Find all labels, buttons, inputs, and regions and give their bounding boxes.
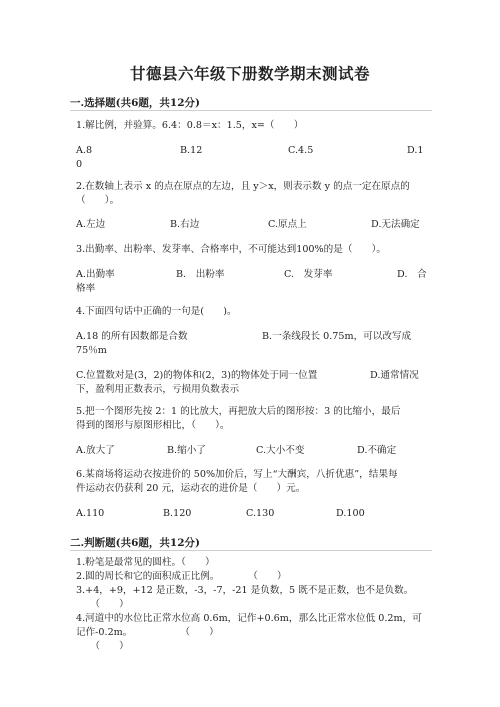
- q5-option-d: D.不确定: [357, 445, 397, 456]
- question-3: 3.出勤率、出粉率、发芽率、合格率中，不可能达到100%的是（ ）。: [76, 244, 386, 255]
- q5-option-b: B.缩小了: [167, 445, 206, 456]
- tf-item-3-line2: （ ）: [76, 599, 129, 610]
- question-6-line2: 件运动衣仍获利 20 元，运动衣的进价是（ ）元。: [76, 483, 306, 494]
- tf-item-4-line1: 4.河道中的水位比正常水位高 0.6m，记作+0.6m，那么比正常水位低 0.2m，可: [76, 613, 422, 624]
- q1-option-d-wrap: 0: [76, 159, 83, 170]
- tf-item-3-line1: 3.+4，+9，+12 是正数，-3，-7，-21 是负数，5 既不是正数，也不是负数。: [76, 585, 414, 596]
- tf-item-5-partial: （ ）: [76, 641, 129, 652]
- q2-option-b: B.右边: [170, 219, 200, 230]
- q4-option-d-wrap: 下，盈利用正数表示，亏损用负数表示: [76, 384, 240, 395]
- q4-option-b: B.一条线段长 0.75m，可以改写成: [262, 331, 412, 342]
- q4-option-c: C.位置数对是(3，2)的物体和(2，3)的物体处于同一位置: [76, 370, 318, 381]
- q3-option-a: A.出勤率: [76, 269, 115, 280]
- q5-option-a: A.放大了: [76, 445, 115, 456]
- q3-option-b: B. 出粉率: [176, 269, 225, 280]
- section-divider: [70, 110, 432, 111]
- question-2-line1: 2.在数轴上表示 x 的点在原点的左边，且 y＞x，则表示数 y 的点一定在原点的: [76, 181, 410, 192]
- q4-option-d: D.通常情况: [370, 370, 419, 381]
- q1-option-a: A.8: [76, 145, 93, 156]
- question-4: 4.下面四句话中正确的一句是( )。: [76, 306, 237, 317]
- tf-item-2: 2.圆的周长和它的面积成正比例。 （ ）: [76, 571, 287, 582]
- q4-option-b-wrap: 75％m: [76, 345, 107, 356]
- tf-item-1: 1.粉笔是最常见的圆柱。（ ）: [76, 557, 215, 568]
- q6-option-b: B.120: [163, 508, 192, 519]
- question-6-line1: 6.某商场将运动衣按进价的 50%加价后，写上“大酬宾，八折优惠”，结果每: [76, 469, 398, 480]
- question-5-line1: 5.把一个图形先按 2：1 的比放大，再把放大后的图形按：3 的比缩小，最后: [76, 406, 401, 417]
- q2-option-a: A.左边: [76, 219, 106, 230]
- q3-option-d-wrap: 格率: [76, 283, 96, 294]
- question-2-line2: （ ）。: [76, 195, 120, 206]
- q2-option-d: D.无法确定: [371, 219, 420, 230]
- question-1: 1.解比例，并验算。6.4：0.8＝x：1.5，x=（ ）: [76, 120, 304, 131]
- q1-option-c: C.4.5: [288, 145, 314, 156]
- q1-option-d: D.1: [407, 145, 424, 156]
- q6-option-d: D.100: [336, 508, 365, 519]
- tf-item-4-line2: 记作-0.2m。 （ ）: [76, 627, 219, 638]
- page-title: 甘德县六年级下册数学期末测试卷: [129, 64, 370, 83]
- q5-option-c: C.大小不变: [256, 445, 305, 456]
- section-divider: [70, 550, 432, 551]
- q6-option-a: A.110: [76, 508, 105, 519]
- q2-option-c: C.原点上: [268, 219, 307, 230]
- q6-option-c: C.130: [246, 508, 275, 519]
- q1-option-b: B.12: [180, 145, 203, 156]
- question-5-line2: 得到的图形与原图形相比，（ ）。: [76, 420, 230, 431]
- q3-option-c: C. 发芽率: [284, 269, 333, 280]
- q4-option-a: A.18 的所有因数都是合数: [76, 331, 188, 342]
- q3-option-d: D. 合: [397, 269, 427, 280]
- section-heading-choice: 一.选择题(共6题，共12分): [70, 97, 201, 109]
- section-heading-true-false: 二.判断题(共6题，共12分): [70, 537, 201, 549]
